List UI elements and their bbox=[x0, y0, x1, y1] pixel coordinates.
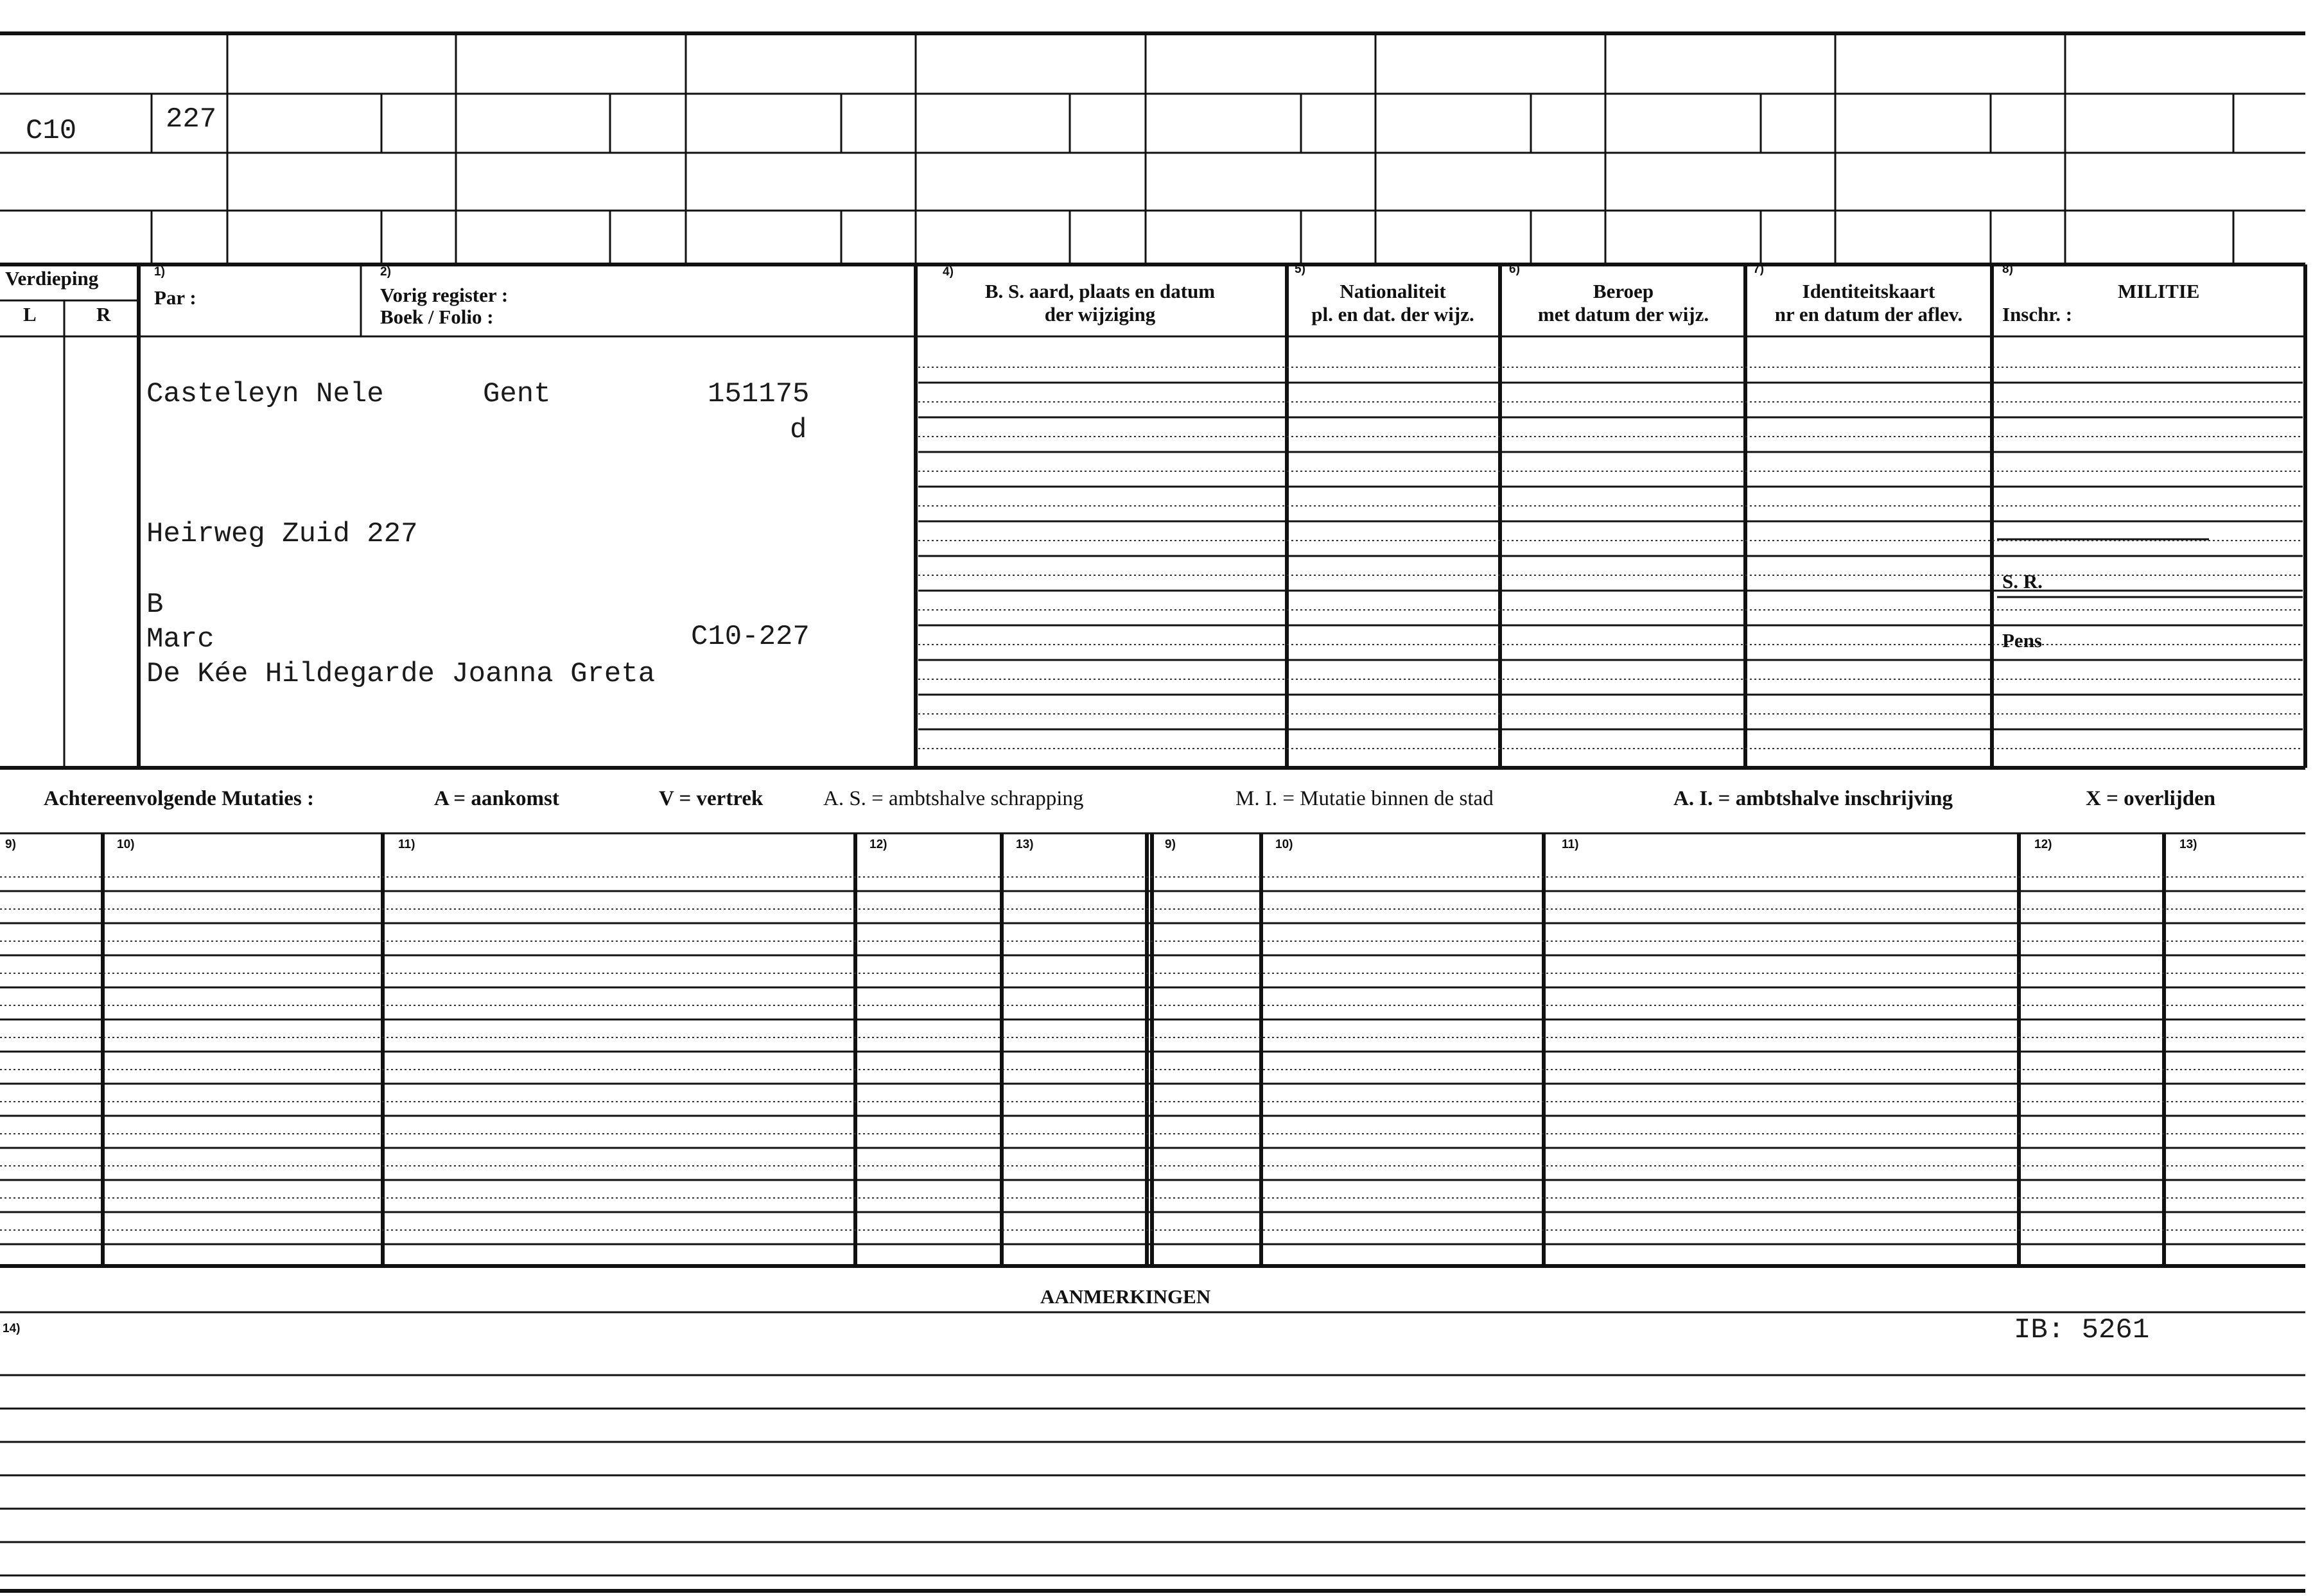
col2-number: 2) bbox=[380, 265, 391, 279]
pens-label: Pens bbox=[2002, 629, 2042, 652]
mut-col12-right: 12) bbox=[2034, 838, 2052, 851]
header-number: 227 bbox=[166, 103, 217, 135]
heading-verdieping: Verdieping bbox=[5, 267, 99, 290]
mut-col11-right: 11) bbox=[1562, 838, 1579, 851]
mut-col9-right: 9) bbox=[1165, 838, 1176, 851]
legend-aankomst: A = aankomst bbox=[434, 787, 559, 810]
legend-overlijden: X = overlijden bbox=[2086, 787, 2216, 810]
heading-left: L bbox=[23, 303, 37, 325]
remarks-number: 14) bbox=[3, 1322, 21, 1335]
col2-line1: Vorig register : bbox=[380, 284, 509, 306]
header-code: C10 bbox=[26, 115, 77, 147]
col7-line1: Identiteitskaart bbox=[1802, 280, 1935, 302]
remarks-title: AANMERKINGEN bbox=[1040, 1285, 1211, 1308]
heading-right: R bbox=[96, 303, 111, 325]
col4-line1: B. S. aard, plaats en datum bbox=[984, 280, 1216, 302]
col6-number: 6) bbox=[1509, 263, 1520, 276]
person-address: Heirweg Zuid 227 bbox=[146, 518, 418, 550]
col8-line1: MILITIE bbox=[2118, 280, 2200, 302]
legend-ambtshalve-inschrijving: A. I. = ambtshalve inschrijving bbox=[1673, 787, 1953, 810]
col7-line2: nr en datum der aflev. bbox=[1774, 303, 1963, 325]
col2-line2: Boek / Folio : bbox=[380, 306, 494, 328]
remarks-ib: IB: 5261 bbox=[2014, 1314, 2150, 1346]
col8-line2: Inschr. : bbox=[2002, 303, 2073, 325]
sr-label: S. R. bbox=[2002, 570, 2043, 593]
col4-number: 4) bbox=[943, 265, 954, 279]
legend-ambtshalve-schrapping: A. S. = ambtshalve schrapping bbox=[823, 787, 1084, 810]
mut-col13-left: 13) bbox=[1016, 838, 1034, 851]
person-mother: De Kée Hildegarde Joanna Greta bbox=[146, 658, 656, 690]
col6-line1: Beroep bbox=[1593, 280, 1654, 302]
person-birthplace: Gent bbox=[483, 378, 551, 410]
person-ref: C10-227 bbox=[691, 621, 810, 653]
person-name: Casteleyn Nele bbox=[146, 378, 384, 410]
person-relation: B bbox=[146, 589, 164, 621]
mut-col12-left: 12) bbox=[869, 838, 887, 851]
mut-col11-left: 11) bbox=[398, 838, 415, 851]
col1-label: Par : bbox=[154, 286, 196, 309]
col5-line1: Nationaliteit bbox=[1340, 280, 1446, 302]
col8-number: 8) bbox=[2002, 263, 2013, 276]
mut-col10-right: 10) bbox=[1275, 838, 1293, 851]
col7-number: 7) bbox=[1753, 263, 1764, 276]
col1-number: 1) bbox=[154, 265, 165, 279]
person-birthdate: 151175 bbox=[708, 378, 810, 410]
person-partner: Marc bbox=[146, 623, 214, 655]
legend-vertrek: V = vertrek bbox=[659, 787, 764, 810]
col6-line2: met datum der wijz. bbox=[1537, 303, 1709, 325]
legend-mutatie-binnen-stad: M. I. = Mutatie binnen de stad bbox=[1235, 787, 1494, 810]
col4-line2: der wijziging bbox=[1044, 303, 1156, 325]
person-status: d bbox=[790, 414, 807, 446]
mut-col10-left: 10) bbox=[117, 838, 135, 851]
col5-line2: pl. en dat. der wijz. bbox=[1311, 303, 1474, 325]
mut-col9-left: 9) bbox=[5, 838, 16, 851]
mutations-title: Achtereenvolgende Mutaties : bbox=[44, 787, 314, 810]
mut-col13-right: 13) bbox=[2179, 838, 2197, 851]
col5-number: 5) bbox=[1295, 263, 1305, 276]
